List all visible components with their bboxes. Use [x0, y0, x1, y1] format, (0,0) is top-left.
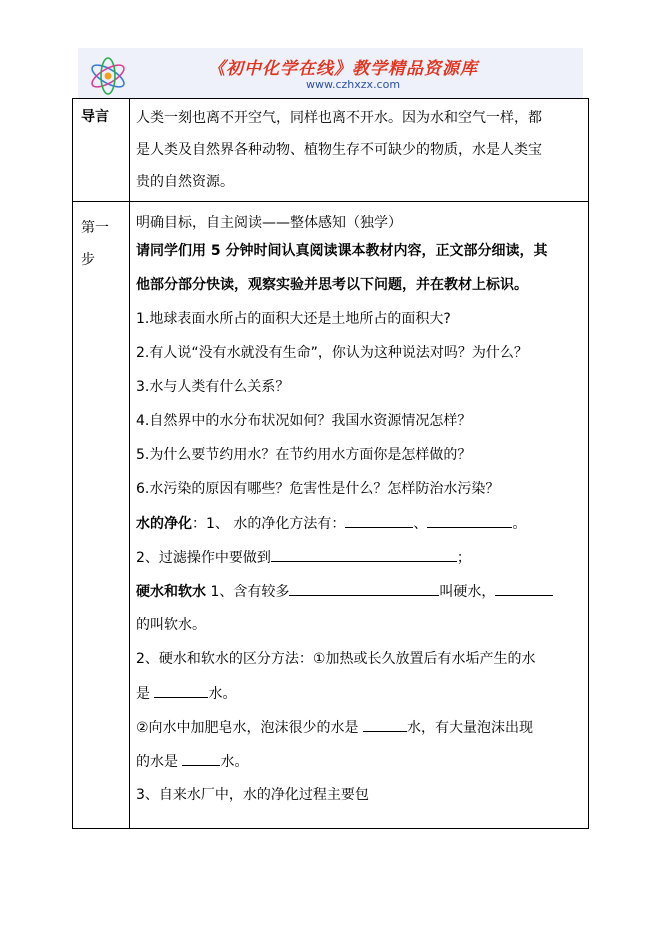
intro-label: 导言 — [81, 109, 109, 125]
instruction-line-1: 请同学们用 5 分钟时间认真阅读课本教材内容，正文部分细读，其 — [136, 243, 548, 259]
blank-less-foam[interactable] — [363, 717, 407, 732]
hard-line-3: 2、硬水和软水的区分方法：①加热或长久放置后有水垢产生的水 — [136, 651, 536, 667]
step-label-1: 第一 — [81, 220, 109, 236]
hard-line-2: 的叫软水。 — [136, 617, 206, 633]
question-1: 1.地球表面水所占的面积大还是土地所占的面积大? — [136, 311, 451, 327]
step-label-cell — [73, 202, 130, 829]
step-title: 明确目标，自主阅读——整体感知（独学） — [136, 215, 402, 231]
hard-line-4: 是 水。 — [136, 683, 582, 704]
plant-line: 3、自来水厂中，水的净化过程主要包 — [136, 787, 369, 803]
blank-hard-water[interactable] — [289, 581, 439, 596]
blank-filtration[interactable] — [271, 547, 457, 562]
question-2: 2.有人说“没有水就没有生命”，你认为这种说法对吗？为什么？ — [136, 345, 528, 361]
blank-scale-water[interactable] — [154, 683, 208, 698]
blank-soft-water[interactable] — [495, 581, 553, 596]
lesson-table — [72, 98, 589, 829]
blank-method-1[interactable] — [345, 513, 413, 528]
hard-line-5: ②向水中加肥皂水，泡沫很少的水是 水，有大量泡沫出现 — [136, 717, 582, 738]
intro-line-3: 贵的自然资源。 — [136, 174, 234, 190]
question-3: 3.水与人类有什么关系？ — [136, 379, 290, 395]
intro-cell — [130, 99, 589, 202]
purify-line-1: 水的净化：1、 水的净化方法有： 、 。 — [136, 513, 582, 534]
purify-title: 水的净化 — [136, 516, 192, 532]
intro-line-1: 人类一刻也离不开空气，同样也离不开水。因为水和空气一样，都 — [136, 110, 542, 126]
blank-method-2[interactable] — [427, 513, 512, 528]
hard-line-6: 的水是 水。 — [136, 751, 582, 772]
site-url: www.czhxzx.com — [306, 78, 401, 91]
question-5: 5.为什么要节约用水？在节约用水方面你是怎样做的？ — [136, 447, 472, 463]
hard-line-1: 硬水和软水 1、含有较多 叫硬水， — [136, 581, 582, 602]
instruction-line-2: 他部分部分快读，观察实验并思考以下问题，并在教材上标识。 — [136, 277, 528, 293]
intro-label-cell — [73, 99, 130, 202]
page-header — [78, 48, 583, 99]
hard-title: 硬水和软水 — [136, 584, 206, 600]
step-content-cell — [130, 202, 589, 829]
step-label-2: 步 — [81, 252, 95, 268]
intro-line-2: 是人类及自然界各种动物、植物生存不可缺少的物质，水是人类宝 — [136, 142, 542, 158]
question-6: 6.水污染的原因有哪些？危害性是什么？怎样防治水污染？ — [136, 481, 500, 497]
atom-logo-icon — [86, 54, 130, 98]
question-4: 4.自然界中的水分布状况如何？我国水资源情况怎样？ — [136, 413, 472, 429]
purify-line-2: 2、过滤操作中要做到 ； — [136, 547, 582, 568]
blank-more-foam[interactable] — [182, 751, 220, 766]
brand-title: 《初中化学在线》教学精品资源库 — [208, 59, 478, 79]
